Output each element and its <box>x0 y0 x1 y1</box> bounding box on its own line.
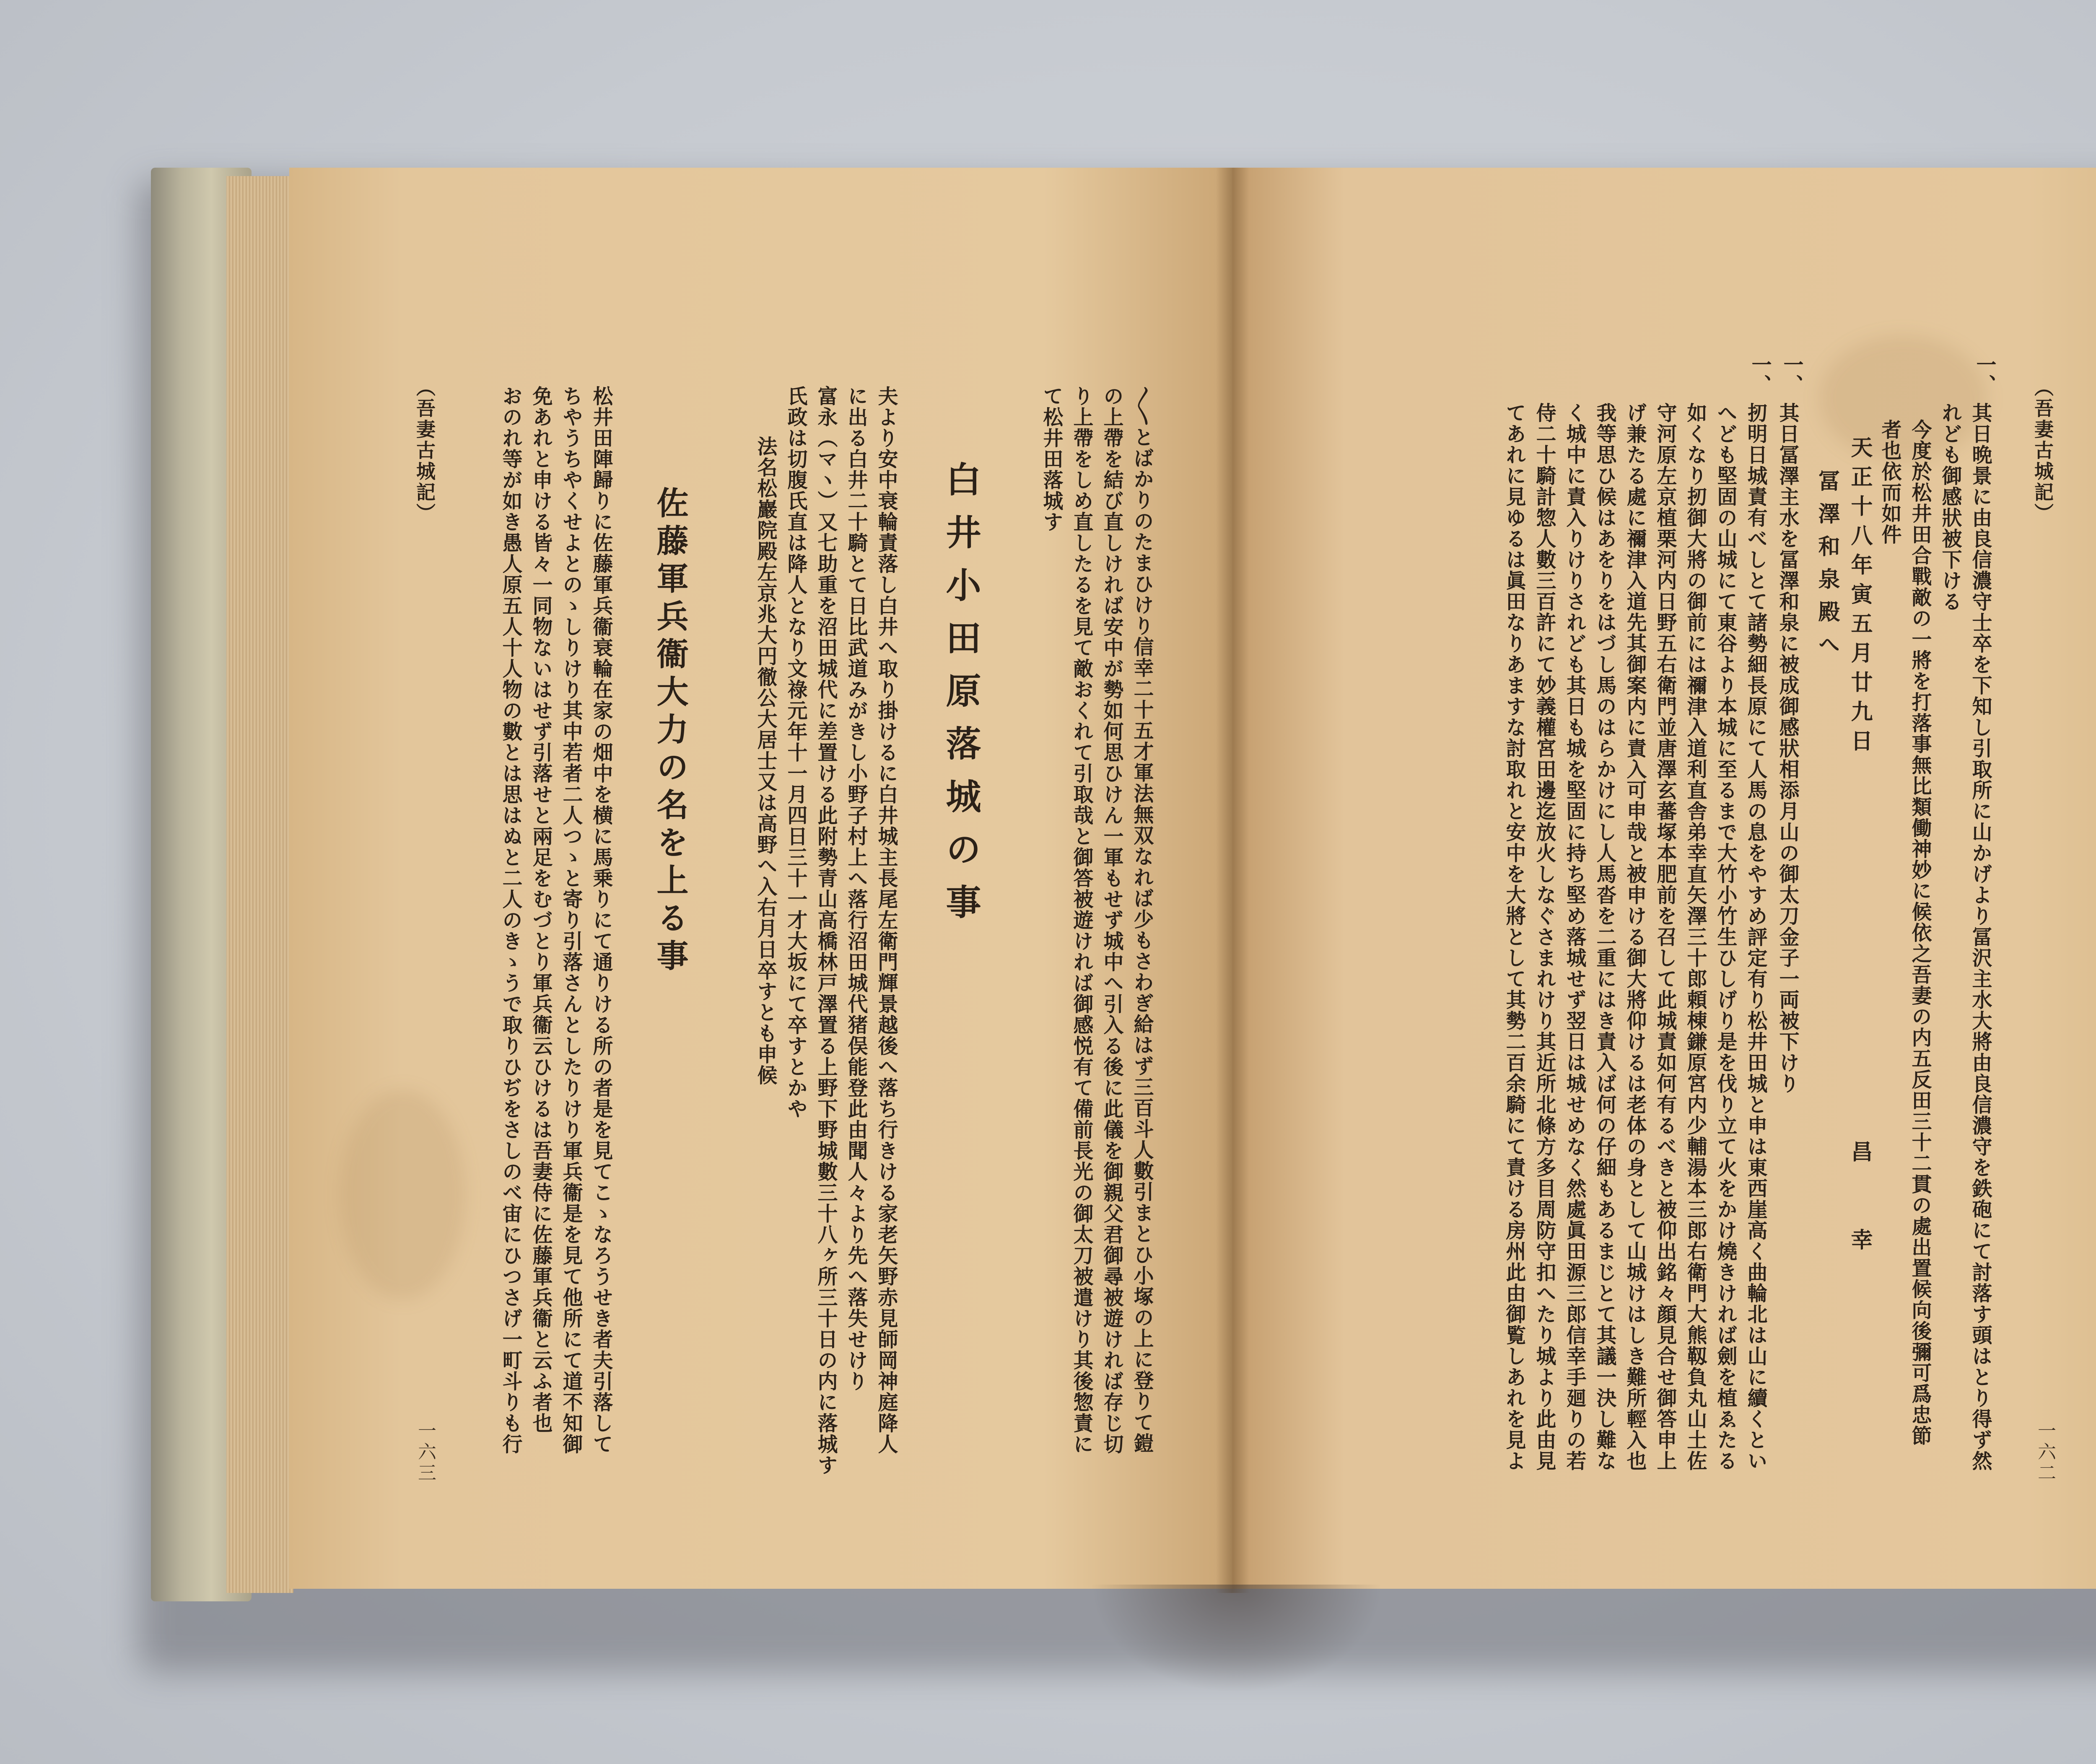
section-heading: 白井小田原落城の事 <box>940 461 982 936</box>
page-curl-shadow <box>1090 1585 1383 1694</box>
text-column: 氏政は切腹氏直は降人となり文祿元年十一月四日三十一才大坂にて卒すとかや <box>784 386 807 1119</box>
text-column: 其日晩景に由良信濃守士卒を下知し引取所に山かげより冨沢主水大將由良信濃守を鉄砲にて討落す頭はとり得ず然 <box>1969 402 1992 1471</box>
section-heading: 佐藤軍兵衞大力の名を上る事 <box>651 486 689 977</box>
text-column: 夫より安中衰輪責落し白井へ取り掛けるに白井城主長尾左衛門輝景越後へ落ち行きける家老矢野赤見師岡神庭降人 <box>874 386 898 1455</box>
text-column: り上帶をしめ直したるを見て敵おくれて引取哉と御答被遊ければ御感悦有て備前長光の御太刀被遣けり其後惣責に <box>1070 386 1093 1455</box>
text-column: れども御感狀被下ける <box>1938 402 1962 612</box>
text-column: て松井田落城す <box>1040 386 1063 532</box>
text-column: 者也依而如件 <box>1878 419 1901 545</box>
running-head-left: （吾妻古城記） <box>413 377 436 524</box>
item-marker: 一、 <box>1748 354 1772 394</box>
text-column: 法名松巖院殿左京兆大円徹公大居士又は高野へ入右月日卒すとも申候 <box>754 436 777 1086</box>
letter-date: 天正十八年寅五月廿九日 昌 幸 <box>1847 436 1873 1258</box>
letter-addressee: 冨澤和泉殿へ <box>1814 470 1840 666</box>
page-number-left: 一六三 <box>415 1421 436 1484</box>
text-column: 免あれと申ける皆々一同物ないはせず引落せと兩足をむづとり軍兵衞云ひけるは吾妻侍に佐藤軍兵衞と云ふ者也 <box>529 386 553 1434</box>
text-column: ちやうちやくせよとのゝしりけり其中若者二人つゝと寄り引落さんとしたりけり軍兵衞是を見て他所にて道不知御 <box>559 386 583 1455</box>
left-page-edges <box>226 176 293 1593</box>
book-gutter <box>1216 168 1249 1593</box>
text-column: 〳〵とばかりのたまひけり信幸二十五才軍法無双なれば少もさわぎ給はず三百斗人數引まとひ小塚の上に登りて鎧 <box>1130 386 1154 1454</box>
right-page <box>1232 168 2096 1589</box>
text-column: 今度於松井田合戰敵の一將を打落事無比類働神妙に候依之吾妻の内五反田三十二貫の處出置候向後彌可爲忠節 <box>1908 419 1932 1446</box>
text-column: げ兼たる處に禰津入道先其御案内に責入可申哉と被申ける御大將仰けるは老体の身として山城けはしき難所輕入也 <box>1623 402 1647 1471</box>
text-column: 侍二十騎計惣人數三百許にて妙義權宮田邊迄放火しなぐさまれけり其近所北條方多目周防守扣へたり城より此由見 <box>1533 402 1556 1471</box>
text-column: へども堅固の山城にて東谷より本城に至るまで大竹小竹生ひしげり是を伐り立て火をかけ燒きければ劍を植ゑたる <box>1714 402 1737 1471</box>
paper-stain <box>340 1090 465 1300</box>
text-column: 守河原左京植栗河内日野五右衛門並唐澤玄蕃塚本肥前を召して此城責如何有るべきと被仰出銘々顔見合せ御答申上 <box>1653 402 1677 1471</box>
text-column: てあれに見ゆるは眞田なりあますな討取れと安中を大將として其勢二百余騎にて責ける房州此由御覧しあれを見よ <box>1502 402 1526 1471</box>
running-head-right: （吾妻古城記） <box>2031 377 2054 524</box>
text-column: に出る白井二十騎とて日比武道みがきし小野子村上へ落行沼田城代猪俣能登此由聞人々より先へ落失せけり <box>844 386 868 1392</box>
item-marker: 一、 <box>1973 354 1996 394</box>
text-column: おのれ等が如き愚人原五人十人物の數とは思はぬと二人のきゝうで取りひぢをさしのべ宙にひつさげ一町斗りも行 <box>499 386 522 1455</box>
item-marker: 一、 <box>1780 354 1803 394</box>
text-column: 其日冨澤主水を冨澤和泉に被成御感狀相添月山の御太刀金子一両被下けり <box>1776 402 1799 1094</box>
text-column: 富永（マヽ）又七助重を沼田城代に差置ける此附勢青山高橋林戸澤置る上野下野城數三十八ヶ所三十日の内に落城す <box>814 386 838 1476</box>
text-column: の上帶を結び直しければ安中が勢如何思ひけん一軍もせず城中へ引入る後に此儀を御親父君御尋被遊ければ存じ切 <box>1100 386 1123 1455</box>
text-column: く城中に責入りけりされども其日も城を堅固に持ち堅め落城せず翌日は城せめなく然處眞田源三郎信幸手廻りの若 <box>1563 402 1586 1471</box>
page-number-right: 一六二 <box>2034 1421 2056 1484</box>
paper-stain <box>1819 335 1987 461</box>
text-column: 松井田陣歸りに佐藤軍兵衞衰輪在家の畑中を横に馬乗りにて通りける所の者是を見てこゝなろうせき者夫引落して <box>589 386 613 1455</box>
text-column: 如くなり扨御大將の御前には禰津入道利直舎弟幸直矢澤三十郎頼棟鎌原宮内少輔湯本三郎右衛門大熊靱負丸山土佐 <box>1684 402 1707 1471</box>
left-page <box>289 168 1232 1589</box>
text-column: 扨明日城責有べしとて諸勢細長原にて人馬の息をやすめ評定有り松井田城と申は東西崖高く曲輪北は山に續くとい <box>1744 402 1767 1471</box>
text-column: 我等思ひ候はあをりをはづし馬のはらかけにし人馬沓を二重にはき責入ば何の仔細もあるまじとて其議一決し難な <box>1593 402 1616 1471</box>
